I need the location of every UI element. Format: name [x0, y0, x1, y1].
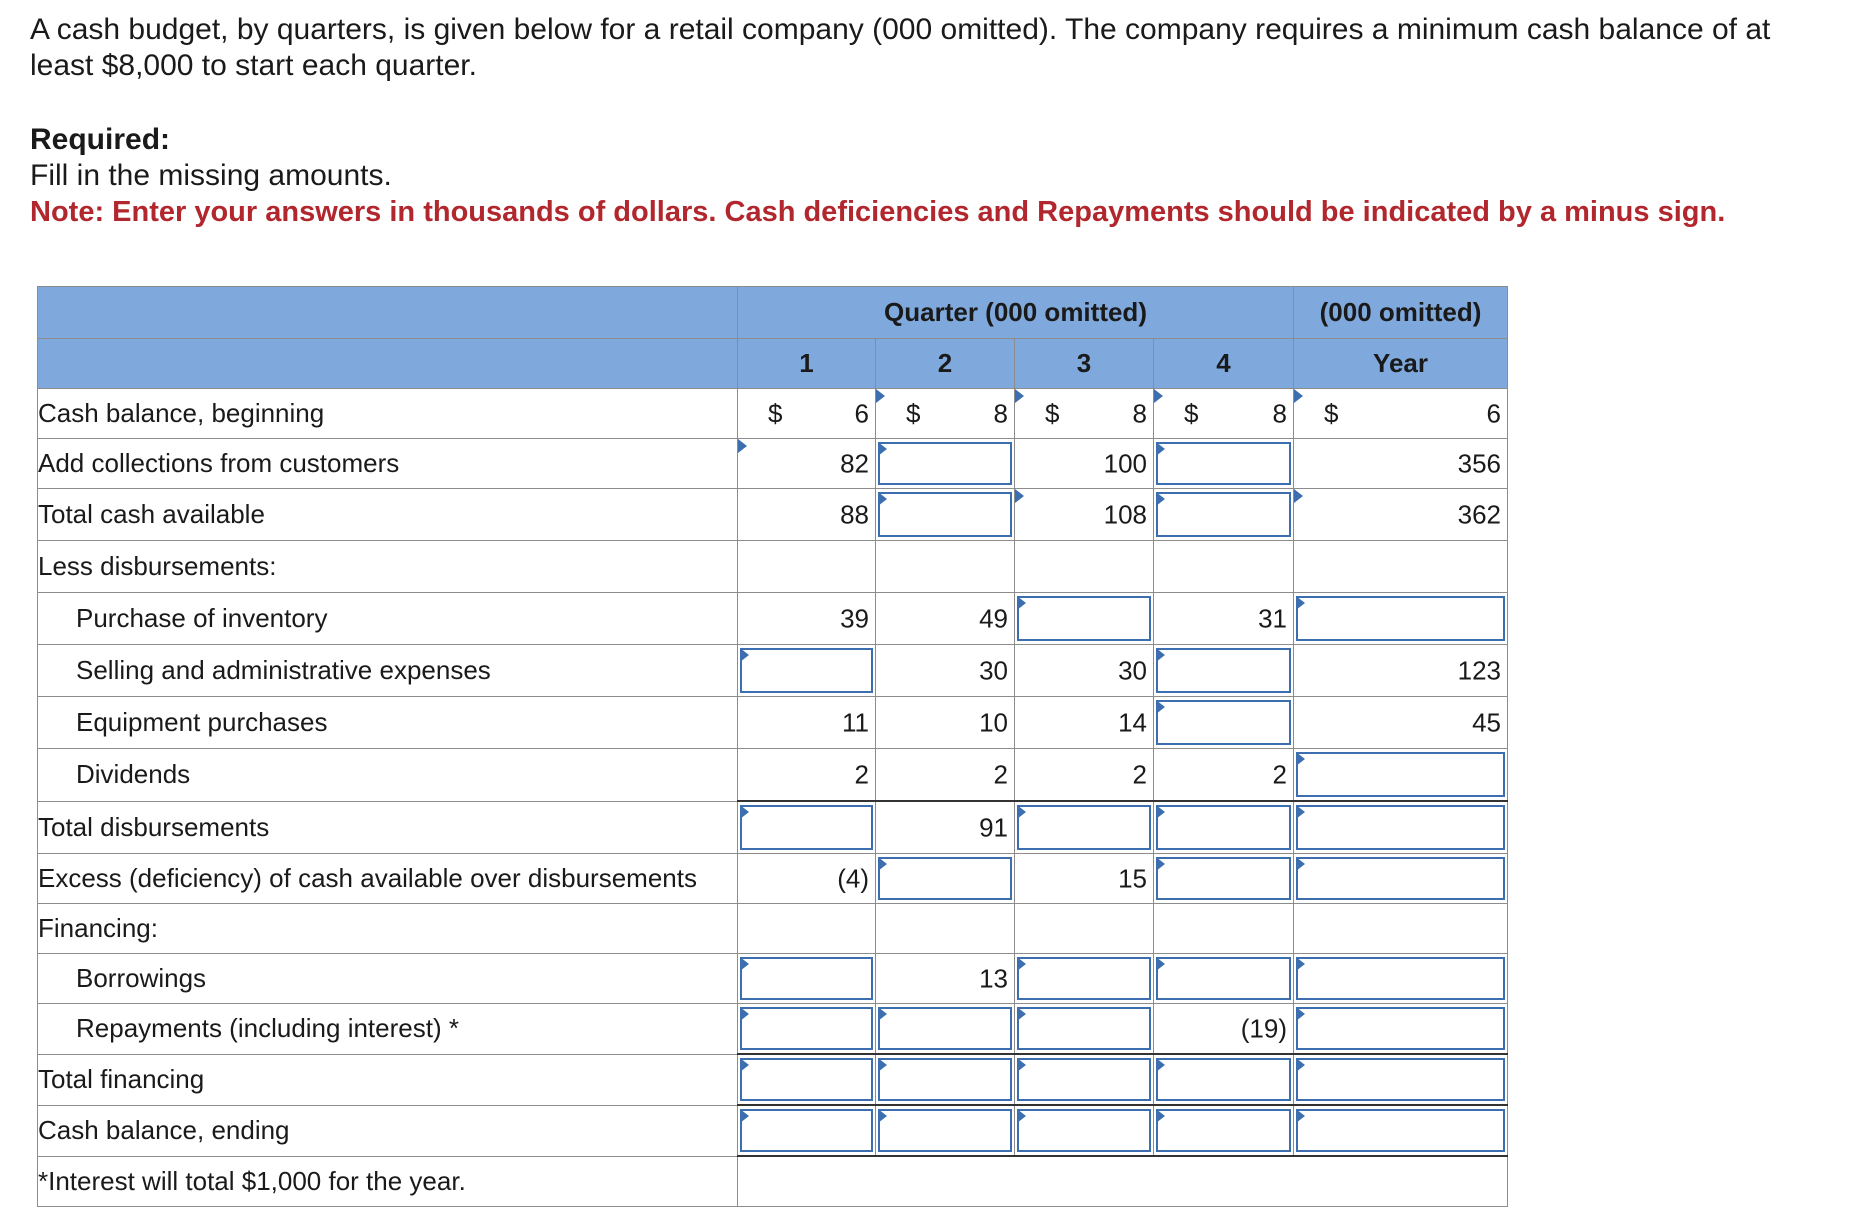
input-q3[interactable]: [1015, 1105, 1154, 1156]
cell-q3: [1015, 854, 1154, 904]
cell-q3: [1015, 749, 1154, 802]
cell-q3: [1015, 645, 1154, 697]
cell-value: 45: [1472, 707, 1502, 737]
year-group-header: (000 omitted): [1294, 287, 1508, 339]
group-header-row: [38, 287, 1508, 339]
cell-value: 31: [1258, 603, 1288, 633]
answer-input[interactable]: [1017, 596, 1151, 641]
input-q4[interactable]: [1154, 439, 1294, 489]
answer-input[interactable]: [1156, 648, 1291, 693]
answer-input[interactable]: [1156, 1058, 1291, 1101]
answer-input[interactable]: [1017, 805, 1151, 850]
row-label: Selling and administrative expenses: [38, 645, 738, 697]
cash-budget-table: [37, 286, 1508, 1207]
answer-input[interactable]: [740, 1109, 873, 1152]
cell-value: 14: [1118, 707, 1147, 737]
table-row: [38, 854, 1508, 904]
row-label: Equipment purchases: [38, 697, 738, 749]
input-year[interactable]: [1294, 801, 1508, 854]
table-row: [38, 541, 1508, 593]
col-header-q3: 3: [1015, 339, 1154, 389]
input-year[interactable]: [1294, 1054, 1508, 1105]
cell-value: 356: [1457, 448, 1502, 478]
input-q4[interactable]: [1154, 954, 1294, 1004]
quarter-group-header: Quarter (000 omitted): [738, 287, 1294, 339]
answer-input[interactable]: [1156, 442, 1291, 485]
input-q4[interactable]: [1154, 697, 1294, 749]
empty-cell: [1154, 541, 1294, 593]
currency-sign: $: [906, 398, 921, 428]
table-row: [38, 593, 1508, 645]
answer-input[interactable]: [1156, 492, 1291, 537]
cell-year: [1294, 697, 1508, 749]
footnote-row: [38, 1156, 1508, 1207]
cell-value: 91: [979, 812, 1008, 842]
empty-cell: [1154, 904, 1294, 954]
col-header-q1: 1: [738, 339, 876, 389]
cell-q2: [876, 389, 1015, 439]
answer-input[interactable]: [1296, 1109, 1505, 1152]
cell-q4: [1154, 1004, 1294, 1055]
answer-marker-icon: [1015, 389, 1024, 403]
cell-q2: [876, 749, 1015, 802]
cell-q3: [1015, 389, 1154, 439]
answer-input[interactable]: [1296, 805, 1505, 850]
cell-q3: [1015, 439, 1154, 489]
row-label: Cash balance, ending: [38, 1105, 738, 1156]
input-year[interactable]: [1294, 1105, 1508, 1156]
input-q2[interactable]: [876, 1004, 1015, 1055]
answer-input[interactable]: [1296, 752, 1505, 797]
empty-cell: [876, 904, 1015, 954]
empty-cell: [1294, 904, 1508, 954]
required-text: Fill in the missing amounts.: [30, 159, 392, 192]
input-q1[interactable]: [738, 1054, 876, 1105]
answer-marker-icon: [876, 389, 885, 403]
cell-q1: [738, 593, 876, 645]
input-q1[interactable]: [738, 645, 876, 697]
row-label: Less disbursements:: [38, 541, 738, 593]
cell-q1: [738, 854, 876, 904]
answer-input[interactable]: [1156, 805, 1291, 850]
cell-q1: [738, 389, 876, 439]
cell-q2: [876, 645, 1015, 697]
input-q1[interactable]: [738, 801, 876, 854]
cell-q4: [1154, 749, 1294, 802]
empty-cell: [738, 1156, 1508, 1207]
answer-input[interactable]: [1017, 1109, 1151, 1152]
problem-intro: A cash budget, by quarters, is given below for a retail company (000 omitted). The company requires a minimum cash balance of at least $8,000 to start each quarter.: [30, 13, 1771, 82]
answer-marker-icon: [1015, 489, 1024, 503]
row-label: Dividends: [38, 749, 738, 802]
input-q4[interactable]: [1154, 854, 1294, 904]
table-row: [38, 389, 1508, 439]
table-row: [38, 439, 1508, 489]
input-q4[interactable]: [1154, 1105, 1294, 1156]
input-q3[interactable]: [1015, 954, 1154, 1004]
input-q2[interactable]: [876, 1105, 1015, 1156]
table-row: [38, 954, 1508, 1004]
table-row: [38, 489, 1508, 541]
required-heading: Required:: [30, 123, 171, 156]
cell-value: 15: [1118, 863, 1147, 893]
cell-value: 82: [840, 448, 869, 478]
row-label: Total cash available: [38, 489, 738, 541]
answer-input[interactable]: [1017, 957, 1151, 1000]
answer-input[interactable]: [1296, 957, 1505, 1000]
cell-value: (19): [1240, 1013, 1288, 1043]
input-year[interactable]: [1294, 749, 1508, 802]
answer-input[interactable]: [1156, 700, 1291, 745]
answer-input[interactable]: [878, 442, 1012, 485]
input-year[interactable]: [1294, 593, 1508, 645]
header-blank: [38, 339, 738, 389]
answer-marker-icon: [1154, 389, 1163, 403]
table-row: [38, 801, 1508, 854]
answer-input[interactable]: [878, 1007, 1012, 1050]
cell-year: [1294, 645, 1508, 697]
col-header-year: Year: [1294, 339, 1508, 389]
cell-value: 30: [1118, 655, 1147, 685]
table-row: [38, 749, 1508, 802]
empty-cell: [1294, 541, 1508, 593]
answer-input[interactable]: [878, 857, 1012, 900]
answer-input[interactable]: [878, 1058, 1012, 1101]
table-row: [38, 1054, 1508, 1105]
cell-value: 6: [1486, 398, 1502, 428]
table-row: [38, 904, 1508, 954]
table-row: [38, 645, 1508, 697]
answer-input[interactable]: [1296, 857, 1505, 900]
cell-value: 8: [993, 398, 1008, 428]
input-q3[interactable]: [1015, 593, 1154, 645]
answer-input[interactable]: [878, 492, 1012, 537]
row-label: Total disbursements: [38, 801, 738, 854]
cell-value: 2: [993, 759, 1008, 789]
note-text: Note: Enter your answers in thousands of dollars. Cash deficiencies and Repayments should be indicated by a minus sign.: [30, 196, 1726, 228]
cell-year: [1294, 389, 1508, 439]
table-row: [38, 697, 1508, 749]
answer-marker-icon: [1294, 489, 1303, 503]
cell-value: 6: [854, 398, 869, 428]
cell-q4: [1154, 593, 1294, 645]
cell-q1: [738, 489, 876, 541]
answer-input[interactable]: [1296, 1007, 1505, 1050]
cell-q2: [876, 593, 1015, 645]
input-q4[interactable]: [1154, 489, 1294, 541]
row-label: Cash balance, beginning: [38, 389, 738, 439]
cell-value: 88: [840, 499, 869, 529]
empty-cell: [1015, 904, 1154, 954]
cell-value: 49: [979, 603, 1008, 633]
row-label: Financing:: [38, 904, 738, 954]
cell-value: 123: [1457, 655, 1502, 685]
input-q3[interactable]: [1015, 801, 1154, 854]
input-q3[interactable]: [1015, 1054, 1154, 1105]
header-blank: [38, 287, 738, 339]
input-q1[interactable]: [738, 1105, 876, 1156]
empty-cell: [1015, 541, 1154, 593]
cell-q1: [738, 697, 876, 749]
input-q1[interactable]: [738, 954, 876, 1004]
currency-sign: $: [1045, 398, 1060, 428]
cell-year: [1294, 439, 1508, 489]
answer-input[interactable]: [1017, 1058, 1151, 1101]
answer-input[interactable]: [1296, 596, 1505, 641]
answer-input[interactable]: [878, 1109, 1012, 1152]
input-year[interactable]: [1294, 1004, 1508, 1055]
input-q4[interactable]: [1154, 645, 1294, 697]
currency-sign: $: [1324, 398, 1339, 428]
cell-value: 2: [1272, 759, 1288, 789]
table-row: [38, 1105, 1508, 1156]
cell-value: 100: [1103, 448, 1147, 478]
cell-year: [1294, 489, 1508, 541]
input-year[interactable]: [1294, 854, 1508, 904]
answer-input[interactable]: [740, 957, 873, 1000]
cell-value: 11: [842, 707, 869, 737]
row-label: Repayments (including interest) *: [38, 1004, 738, 1055]
col-header-q2: 2: [876, 339, 1015, 389]
answer-marker-icon: [738, 439, 747, 453]
answer-input[interactable]: [1156, 857, 1291, 900]
column-header-row: [38, 339, 1508, 389]
empty-cell: [738, 541, 876, 593]
input-q2[interactable]: [876, 854, 1015, 904]
empty-cell: [738, 904, 876, 954]
answer-input[interactable]: [740, 648, 873, 693]
input-q1[interactable]: [738, 1004, 876, 1055]
input-q2[interactable]: [876, 489, 1015, 541]
cell-q3: [1015, 697, 1154, 749]
input-q4[interactable]: [1154, 1054, 1294, 1105]
answer-input[interactable]: [1017, 1007, 1151, 1050]
answer-marker-icon: [1294, 389, 1303, 403]
footnote: *Interest will total $1,000 for the year.: [38, 1156, 738, 1207]
answer-input[interactable]: [740, 805, 873, 850]
cell-value: 13: [979, 963, 1008, 993]
cell-q1: [738, 439, 876, 489]
cell-q2: [876, 697, 1015, 749]
cell-value: 2: [1132, 759, 1147, 789]
answer-input[interactable]: [740, 1058, 873, 1101]
cell-value: 39: [840, 603, 869, 633]
cell-q4: [1154, 389, 1294, 439]
input-q2[interactable]: [876, 439, 1015, 489]
col-header-q4: 4: [1154, 339, 1294, 389]
cell-value: 108: [1103, 499, 1147, 529]
answer-input[interactable]: [1296, 1058, 1505, 1101]
cell-value: (4): [837, 863, 869, 893]
cell-value: 8: [1132, 398, 1147, 428]
cell-q2: [876, 954, 1015, 1004]
row-label: Add collections from customers: [38, 439, 738, 489]
input-q2[interactable]: [876, 1054, 1015, 1105]
input-q3[interactable]: [1015, 1004, 1154, 1055]
currency-sign: $: [1184, 398, 1199, 428]
cell-value: 2: [854, 759, 869, 789]
empty-cell: [876, 541, 1015, 593]
row-label: Borrowings: [38, 954, 738, 1004]
row-label: Purchase of inventory: [38, 593, 738, 645]
answer-input[interactable]: [1156, 1109, 1291, 1152]
currency-sign: $: [768, 398, 783, 428]
input-year[interactable]: [1294, 954, 1508, 1004]
cell-value: 8: [1272, 398, 1288, 428]
row-label: Total financing: [38, 1054, 738, 1105]
table-row: [38, 1004, 1508, 1055]
cell-value: 30: [979, 655, 1008, 685]
cell-q1: [738, 749, 876, 802]
input-q4[interactable]: [1154, 801, 1294, 854]
cell-q3: [1015, 489, 1154, 541]
row-label: Excess (deficiency) of cash available over disbursements: [38, 854, 738, 904]
answer-input[interactable]: [1156, 957, 1291, 1000]
cell-q2: [876, 801, 1015, 854]
cell-value: 10: [979, 707, 1008, 737]
answer-input[interactable]: [740, 1007, 873, 1050]
cell-value: 362: [1457, 499, 1502, 529]
